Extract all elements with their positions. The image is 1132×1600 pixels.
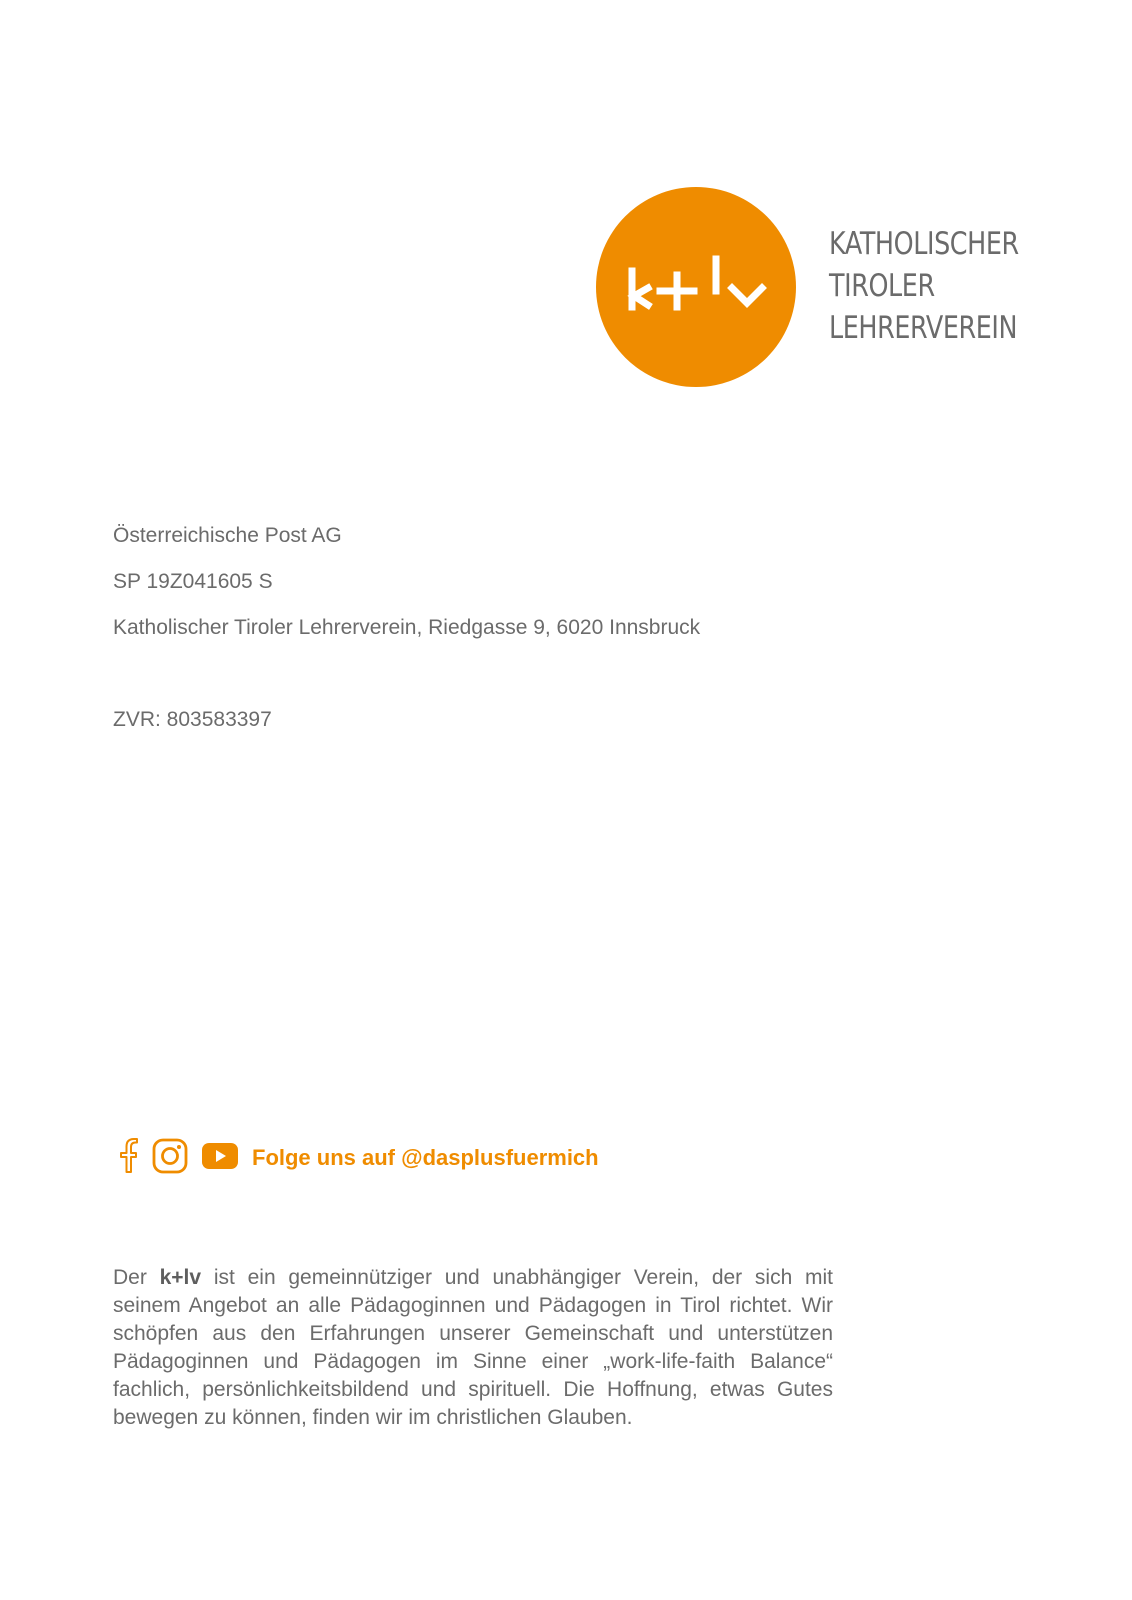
logo-name-line-3: LEHRERVEREIN xyxy=(829,310,1018,346)
sender-address-line: Katholischer Tiroler Lehrerverein, Riedgasse 9, 6020 Innsbruck xyxy=(113,616,701,639)
logo-mark xyxy=(596,187,796,387)
about-org-name: k+lv xyxy=(159,1266,202,1289)
youtube-icon[interactable] xyxy=(202,1142,238,1175)
about-text: ist ein gemeinnütziger und unabhängiger Verein, der sich mit seinem Angebot an alle Pädagoginnen und Pädagogen in Tirol richtet. Wir schöpfen aus den Erfahrungen unserer Gemeinschaft und unterstützen Pädagoginnen und Pädagogen im Sinne einer „work-life-faith Balance“ fachlich, persönlichkeitsbildend und spirituell. Die Hoffnung, etwas Gutes bewegen zu können, finden wir im christlichen Glauben. xyxy=(113,1266,834,1429)
facebook-icon[interactable] xyxy=(118,1138,138,1179)
sp-number-line: SP 19Z041605 S xyxy=(113,570,273,593)
logo-name-line-1: KATHOLISCHER xyxy=(829,226,1019,262)
logo-name xyxy=(829,223,1019,349)
post-line: Österreichische Post AG xyxy=(113,524,342,547)
logo-name-line-2: TIROLER xyxy=(829,268,935,304)
social-media-row xyxy=(118,1138,599,1178)
about-paragraph xyxy=(113,1264,833,1432)
instagram-icon[interactable] xyxy=(152,1138,188,1179)
follow-us-handle[interactable]: Folge uns auf @dasplusfuermich xyxy=(252,1145,599,1170)
organization-logo xyxy=(596,187,1019,387)
zvr-line: ZVR: 803583397 xyxy=(113,708,272,731)
about-prefix: Der xyxy=(113,1266,147,1289)
